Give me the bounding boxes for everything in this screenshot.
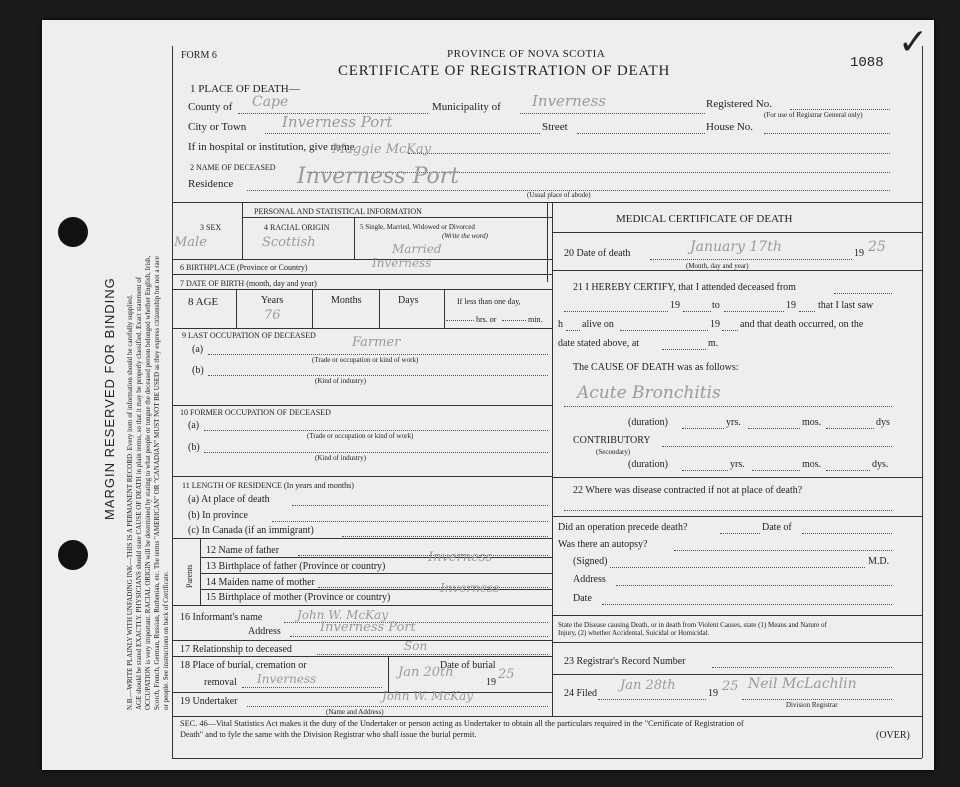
age-col-divider <box>236 289 237 328</box>
informant-address-value: Inverness Port <box>320 620 416 635</box>
racial-col-divider <box>354 217 355 259</box>
last-saw-label: that I last saw <box>818 300 874 311</box>
marital-value: Married <box>392 242 442 256</box>
medical-heading: MEDICAL CERTIFICATE OF DEATH <box>616 213 793 225</box>
cause-of-death-label: The CAUSE OF DEATH was as follows: <box>573 362 739 373</box>
burial-year-prefix: 19 <box>486 677 496 688</box>
informant-address-field[interactable] <box>290 636 548 637</box>
row-line <box>172 538 552 539</box>
attended-from-field[interactable] <box>834 293 892 294</box>
city-field[interactable] <box>265 133 540 134</box>
dob-label: 7 DATE OF BIRTH (month, day and year) <box>180 279 317 288</box>
abode-note: (Usual place of abode) <box>527 191 591 199</box>
duration-mos-field[interactable] <box>748 428 800 429</box>
filed-year-prefix: 19 <box>708 688 718 699</box>
duration-yrs-field[interactable] <box>682 428 724 429</box>
footer-line-2: Death" and to fyle the same with the Division Registrar who shall issue the burial permit. <box>180 730 477 739</box>
mother-name-label: 14 Maiden name of mother <box>206 577 315 588</box>
former-occ-b-field[interactable] <box>204 452 548 453</box>
row-line <box>200 573 552 574</box>
signed-field[interactable] <box>610 567 865 568</box>
residence-a-label: (a) At place of death <box>188 494 270 505</box>
parents-divider <box>200 538 201 605</box>
residence-label: Residence <box>188 178 234 190</box>
residence-value: Inverness Port <box>297 164 460 189</box>
relationship-label: 17 Relationship to deceased <box>180 644 292 655</box>
form-left-border <box>172 46 173 758</box>
last-occ-b-field[interactable] <box>208 375 548 376</box>
street-label: Street <box>542 121 568 133</box>
row-line <box>172 274 552 275</box>
duration-dys-label: dys <box>876 417 890 428</box>
personal-heading: PERSONAL AND STATISTICAL INFORMATION <box>254 207 422 216</box>
footer-line-1: SEC. 46—Vital Statistics Act makes it the duty of the Undertaker or person acting as Undertaker to obtain all the particulars required in the "Certificate of Registration of <box>180 719 744 728</box>
province-heading: PROVINCE OF NOVA SCOTIA <box>447 48 606 60</box>
informant-value: John W. McKay <box>297 608 389 622</box>
contrib-mos-label: mos. <box>802 459 822 470</box>
undertaker-note: (Name and Address) <box>326 708 384 716</box>
duration-label: (duration) <box>628 417 668 428</box>
duration-yrs-label: yrs. <box>726 417 741 428</box>
city-value: Inverness Port <box>282 113 393 131</box>
medical-rule <box>552 270 922 271</box>
house-no-label: House No. <box>706 121 754 133</box>
certify-label: 21 I HEREBY CERTIFY, that I attended deceased from <box>573 282 796 293</box>
residence-b-field[interactable] <box>272 521 548 522</box>
contributory-label: CONTRIBUTORY <box>573 435 651 446</box>
father-birthplace-value: Inverness <box>428 550 493 565</box>
contrib-dys-field[interactable] <box>826 470 870 471</box>
relationship-value: Son <box>404 639 428 653</box>
division-registrar-note: Division Registrar <box>786 701 838 709</box>
operation-label: Did an operation precede death? <box>558 522 688 533</box>
violent-causes-note: State the Disease causing Death, or in death from Violent Causes, state (1) Means and Nature of <box>558 621 827 629</box>
mother-birthplace-label: 15 Birthplace of mother (Province or country) <box>206 592 391 603</box>
sex-label: 3 SEX <box>200 223 222 232</box>
year-19-label-2: 19 <box>786 300 796 311</box>
year-19-label: 19 <box>670 300 680 311</box>
hospital-label: If in hospital or institution, give name <box>188 141 355 153</box>
municipality-field[interactable] <box>520 113 705 114</box>
m-label: m. <box>708 338 719 349</box>
county-label: County of <box>188 101 233 113</box>
former-occ-a-label: (a) <box>188 420 200 431</box>
medical-rule <box>552 516 922 517</box>
certificate-title: CERTIFICATE OF REGISTRATION OF DEATH <box>338 63 671 79</box>
registered-no-field[interactable] <box>790 109 890 110</box>
mother-name-field[interactable] <box>318 587 548 588</box>
marital-note: (Write the word) <box>442 232 489 240</box>
date-of-death-note: (Month, day and year) <box>686 262 749 270</box>
margin-instruction-line: or people. See instructions on back of Certificate. <box>162 571 170 710</box>
contrib-mos-field[interactable] <box>752 470 800 471</box>
hrs-label: hrs. or <box>476 315 497 324</box>
last-occ-a-label: (a) <box>192 344 204 355</box>
grid-column-divider <box>552 202 553 716</box>
h-label: h <box>558 319 563 330</box>
parents-label: Parents <box>185 564 194 588</box>
marital-label: 5 Single, Married, Widowed or Divorced <box>360 223 475 231</box>
row-line <box>200 557 552 558</box>
less-than-day-label: If less than one day, <box>457 297 521 306</box>
sex-value: Male <box>174 235 207 250</box>
personal-left-rule <box>242 202 243 218</box>
registration-stamp: 1088 <box>850 55 884 71</box>
age-col-divider <box>444 289 445 328</box>
violent-causes-note-2: Injury, (2) whether Accidental, Suicidal or Homicidal. <box>558 629 710 637</box>
municipality-label: Municipality of <box>432 101 501 113</box>
birthplace-label: 6 BIRTHPLACE (Province or Country) <box>180 263 308 272</box>
death-occurred-label: and that death occurred, on the <box>740 319 864 330</box>
years-label: Years <box>261 295 284 306</box>
last-occ-b-label: (b) <box>192 365 204 376</box>
operation-field[interactable] <box>720 533 760 534</box>
date-of-death-value: January 17th <box>690 239 782 255</box>
city-label: City or Town <box>188 121 247 133</box>
medical-rule <box>552 642 922 643</box>
row-line <box>172 605 552 606</box>
attended-to-year-field[interactable] <box>799 311 815 312</box>
mother-birthplace-value: Inverness <box>440 581 500 595</box>
undertaker-label: 19 Undertaker <box>180 696 238 707</box>
residence-c-field[interactable] <box>342 536 548 537</box>
personal-right-rule <box>547 202 548 282</box>
father-name-field[interactable] <box>298 555 548 556</box>
filed-registrar-value: Neil McLachlin <box>748 676 857 692</box>
burial-place-value: Inverness <box>257 672 317 686</box>
signed-label: (Signed) <box>573 556 608 567</box>
burial-col-divider <box>388 656 389 692</box>
to-label: to <box>712 300 720 311</box>
length-of-residence-label: 11 LENGTH OF RESIDENCE (In years and months) <box>182 481 354 490</box>
footer-rule <box>172 716 922 717</box>
birthplace-value: Inverness <box>372 256 432 270</box>
date-of-death-year-prefix: 19 <box>854 248 864 259</box>
cause-value: Acute Bronchitis <box>577 383 721 403</box>
medical-rule <box>552 674 922 675</box>
age-col-divider <box>379 289 380 328</box>
contracted-label: 22 Where was disease contracted if not at place of death? <box>573 485 803 496</box>
residence-a-field[interactable] <box>292 505 548 506</box>
attended-to-field[interactable] <box>724 311 784 312</box>
row-line <box>172 476 552 477</box>
physician-date-label: Date <box>573 593 592 604</box>
margin-instruction-line: OCCUPATION is very important. RACIAL ORIGIN will be determined by stating to what people or tongue the deceased person belonged whether English, Irish, <box>144 255 152 710</box>
undertaker-field[interactable] <box>247 706 548 707</box>
autopsy-field[interactable] <box>674 550 892 551</box>
binding-hole-top <box>58 217 88 247</box>
name-of-deceased-label: 2 NAME OF DECEASED <box>190 163 276 172</box>
date-of-death-label: 20 Date of death <box>564 248 631 259</box>
physician-address-label: Address <box>573 574 606 585</box>
attended-from-field-2[interactable] <box>564 311 668 312</box>
autopsy-label: Was there an autopsy? <box>558 539 648 550</box>
residence-c-label: (c) In Canada (if an immigrant) <box>188 525 314 536</box>
death-certificate <box>42 20 934 770</box>
date-of-death-field[interactable] <box>650 259 852 260</box>
burial-date-label: Date of burial <box>440 660 496 671</box>
age-years-value: 76 <box>264 308 281 323</box>
burial-place-field[interactable] <box>242 687 382 688</box>
contributory-field[interactable] <box>662 446 892 447</box>
name-value: Maggie McKay <box>332 142 432 157</box>
binding-hole-bottom <box>58 540 88 570</box>
sex-col-divider <box>242 217 243 259</box>
medical-heading-rule <box>552 232 922 233</box>
relationship-field[interactable] <box>317 654 548 655</box>
racial-value: Scottish <box>262 235 316 250</box>
row-line <box>172 405 552 406</box>
burial-year-value: 25 <box>498 667 515 682</box>
burial-place-label: 18 Place of burial, cremation or <box>180 660 307 671</box>
duration-label-2: (duration) <box>628 459 668 470</box>
duration-mos-label: mos. <box>802 417 822 428</box>
personal-heading-rule <box>242 217 552 218</box>
street-field[interactable] <box>577 133 705 134</box>
last-occ-value: Farmer <box>352 335 401 350</box>
months-label: Months <box>331 295 362 306</box>
alive-year-field[interactable] <box>722 330 738 331</box>
row-line <box>172 656 552 657</box>
contrib-yrs-field[interactable] <box>682 470 728 471</box>
checkmark-icon: ✓ <box>898 22 929 63</box>
row-line <box>172 259 552 260</box>
duration-dys-field[interactable] <box>826 428 874 429</box>
age-col-divider <box>312 289 313 328</box>
trade-note: (Trade or occupation or kind of work) <box>312 356 419 364</box>
municipality-value: Inverness <box>532 92 607 110</box>
days-label: Days <box>398 295 419 306</box>
md-label: M.D. <box>868 556 890 567</box>
burial-date-value: Jan 20th <box>398 665 454 680</box>
informant-label: 16 Informant's name <box>180 612 263 623</box>
filed-field[interactable] <box>598 699 706 700</box>
form-right-border <box>922 46 923 758</box>
registered-no-label: Registered No. <box>706 98 772 110</box>
industry-note-former: (Kind of industry) <box>315 454 366 462</box>
filed-value: Jan 28th <box>620 678 676 693</box>
residence-b-label: (b) In province <box>188 510 248 521</box>
margin-instruction-line: Scotch, French, German, Russian, Ruthenian, etc. The terms "AMERICAN" OR "CANADIAN" MUST NOT BE USED as they express citizenship but not a race <box>153 256 161 710</box>
margin-binding-label: MARGIN RESERVED FOR BINDING <box>102 277 117 520</box>
form-number: FORM 6 <box>181 50 217 61</box>
former-occ-b-label: (b) <box>188 442 200 453</box>
row-line <box>172 692 552 693</box>
medical-rule <box>552 477 922 478</box>
contracted-field[interactable] <box>564 510 892 511</box>
industry-note: (Kind of industry) <box>315 377 366 385</box>
contrib-dys-label: dys. <box>872 459 889 470</box>
alive-on-field[interactable] <box>620 330 708 331</box>
row-line <box>172 640 552 641</box>
former-occupation-label: 10 FORMER OCCUPATION OF DECEASED <box>180 408 331 417</box>
filed-year-value: 25 <box>722 679 739 694</box>
removal-label: removal <box>204 677 237 688</box>
date-of-death-year-value: 25 <box>868 239 886 255</box>
time-field[interactable] <box>662 349 706 350</box>
house-no-field[interactable] <box>764 133 890 134</box>
informant-address-label: Address <box>248 626 281 637</box>
county-value: Cape <box>252 94 289 110</box>
last-occupation-label: 9 LAST OCCUPATION OF DECEASED <box>182 331 316 340</box>
father-birthplace-label: 13 Birthplace of father (Province or country) <box>206 561 386 572</box>
margin-instruction-line: AGE should be stated EXACTLY. PHYSICIANS should state CAUSE OF DEATH in plain terms, so that it may be properly classified. Exact statement of <box>135 276 143 710</box>
filed-label: 24 Filed <box>564 688 598 699</box>
registrar-note: (For use of Registrar General only) <box>764 111 863 119</box>
alive-on-label: alive on <box>582 319 614 330</box>
registrar-record-label: 23 Registrar's Record Number <box>564 656 686 667</box>
form-bottom-border <box>172 758 922 759</box>
registrar-record-field[interactable] <box>712 667 892 668</box>
secondary-note: (Secondary) <box>596 448 631 456</box>
contrib-yrs-label: yrs. <box>730 459 745 470</box>
racial-origin-label: 4 RACIAL ORIGIN <box>264 223 330 232</box>
trade-note-former: (Trade or occupation or kind of work) <box>307 432 414 440</box>
row-line <box>172 289 552 290</box>
undertaker-value: John W. McKay <box>382 689 474 703</box>
former-occ-a-field[interactable] <box>204 430 548 431</box>
medical-rule <box>552 615 922 616</box>
physician-address-field[interactable] <box>616 585 892 586</box>
cause-field[interactable] <box>564 406 892 407</box>
place-of-death-heading: 1 PLACE OF DEATH— <box>190 83 300 95</box>
attended-year-field[interactable] <box>683 311 711 312</box>
age-label: 8 AGE <box>188 296 219 308</box>
last-occ-a-field[interactable] <box>208 354 548 355</box>
date-of-label: Date of <box>762 522 792 533</box>
date-stated-label: date stated above, at <box>558 338 640 349</box>
margin-instruction-line: N.B.—WRITE PLAINLY WITH UNFADING INK—THIS IS A PERMANENT RECORD. Every item of information should be carefully supplied. <box>126 294 134 710</box>
row-line <box>172 328 552 329</box>
physician-date-field[interactable] <box>602 604 892 605</box>
min-field[interactable] <box>502 320 526 321</box>
alive-year-label: 19 <box>710 319 720 330</box>
father-name-label: 12 Name of father <box>206 545 280 556</box>
operation-date-field[interactable] <box>802 533 892 534</box>
h-field[interactable] <box>566 330 580 331</box>
division-registrar-field[interactable] <box>742 699 892 700</box>
min-label: min. <box>528 315 543 324</box>
hrs-field[interactable] <box>446 320 474 321</box>
hospital-field[interactable] <box>408 153 890 154</box>
over-label: (OVER) <box>876 730 910 741</box>
